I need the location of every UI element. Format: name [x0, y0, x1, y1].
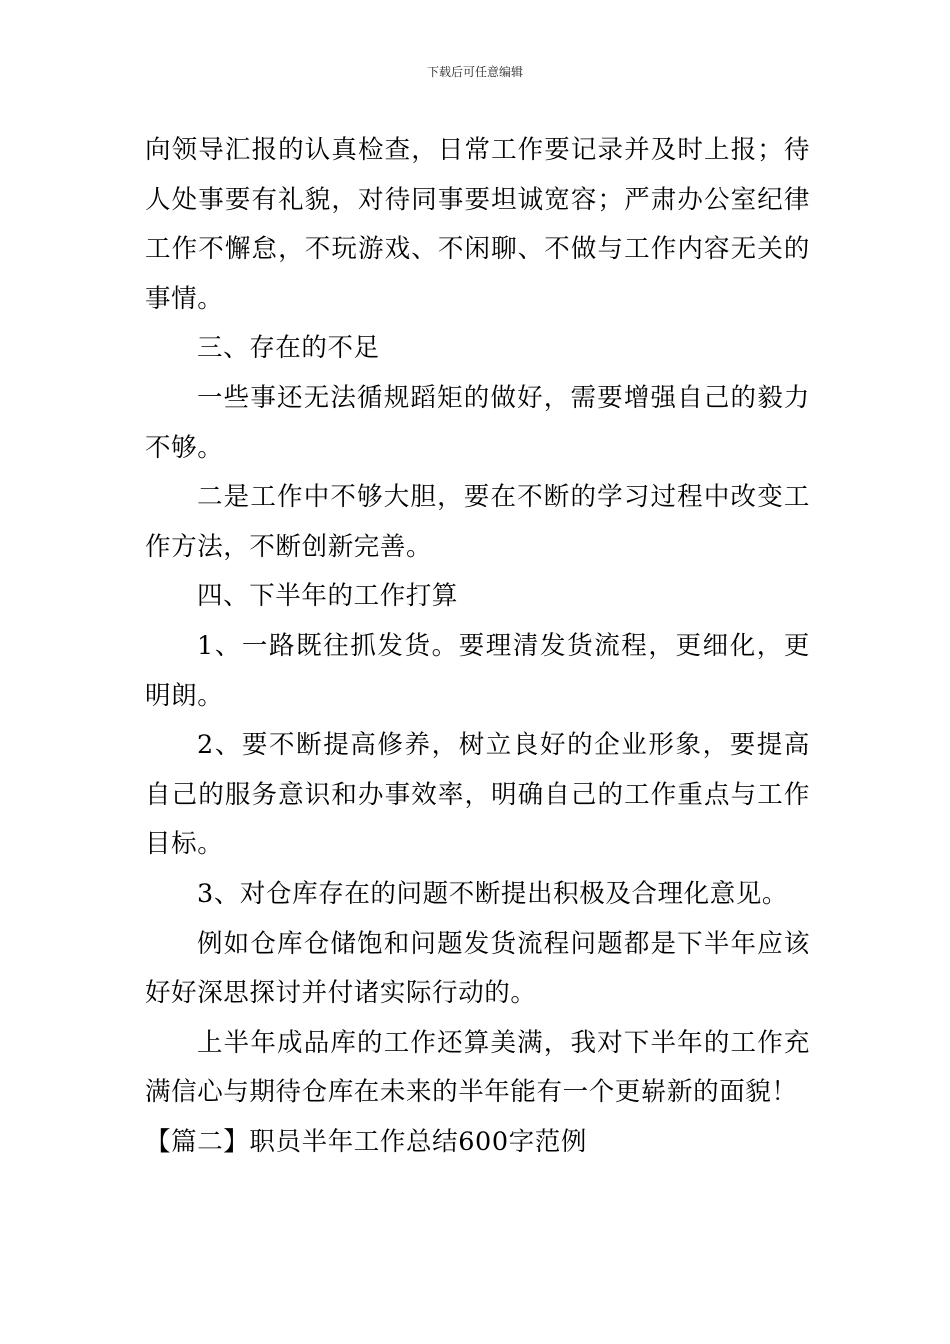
paragraph-conclusion: 上半年成品库的工作还算美满，我对下半年的工作充满信心与期待仓库在未来的半年能有一个更崭新的面貌！ [145, 1027, 810, 1108]
paragraph-work-discipline: 向领导汇报的认真检查，日常工作要记录并及时上报；待人处事要有礼貌，对待同事要坦诚宽容；严肃办公室纪律工作不懈怠，不玩游戏、不闲聊、不做与工作内容无关的事情。 [145, 135, 810, 314]
paragraph-shortcoming-2: 二是工作中不够大胆，要在不断的学习过程中改变工作方法，不断创新完善。 [145, 482, 810, 562]
page-header-note: 下载后可任意编辑 [426, 65, 523, 79]
plan-item-1: 1、一路既往抓发货。要理清发货流程，更细化，更明朗。 [145, 630, 810, 711]
paragraph-example: 例如仓库仓储饱和问题发货流程问题都是下半年应该好好深思探讨并付诸实际行动的。 [145, 928, 810, 1009]
plan-item-3: 3、对仓库存在的问题不断提出积极及合理化意见。 [197, 878, 789, 909]
plan-item-2: 2、要不断提高修养，树立良好的企业形象，要提高自己的服务意识和办事效率，明确自己的工作重点与工作目标。 [145, 730, 810, 860]
section-heading-shortcomings: 三、存在的不足 [197, 333, 380, 364]
document-body [145, 126, 810, 1167]
paragraph-shortcoming-1: 一些事还无法循规蹈矩的做好，需要增强自己的毅力不够。 [145, 382, 810, 463]
section-heading-plan: 四、下半年的工作打算 [197, 581, 459, 612]
next-article-title: 【篇二】职员半年工作总结600字范例 [145, 1126, 587, 1157]
